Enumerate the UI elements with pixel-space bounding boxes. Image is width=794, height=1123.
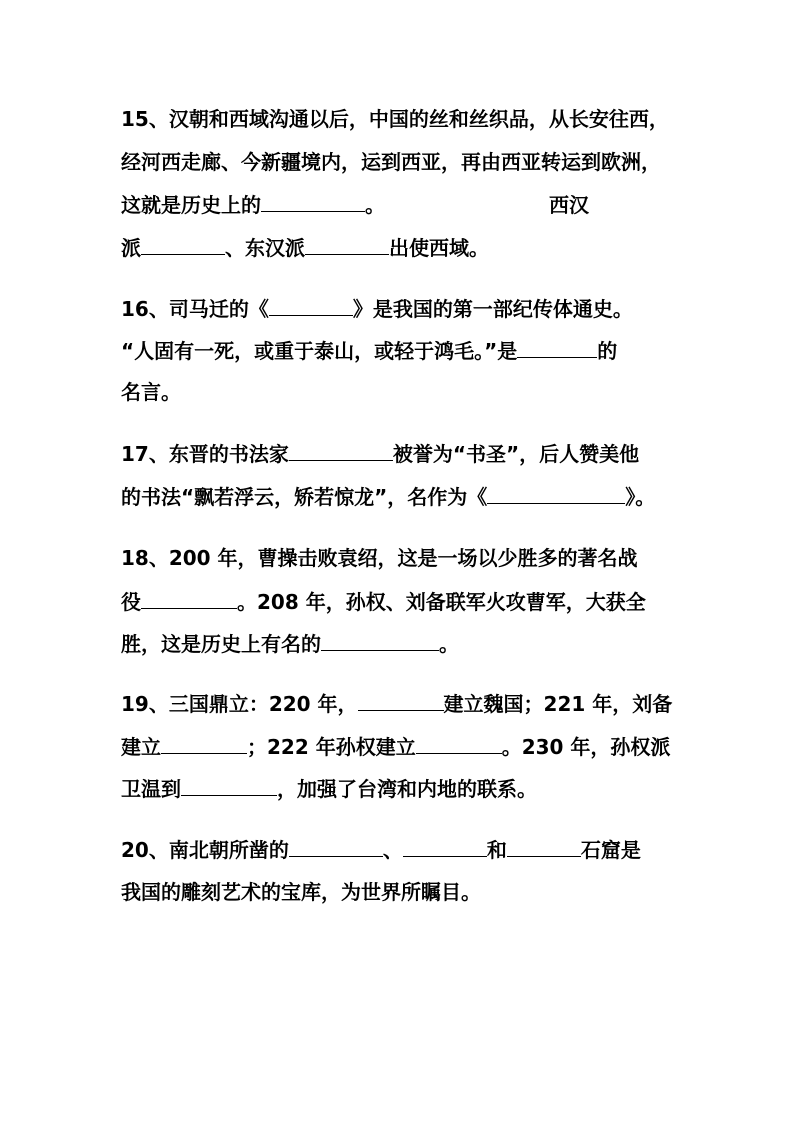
q18-line-2 xyxy=(121,588,646,614)
answer-blank-masterpiece[interactable] xyxy=(487,483,625,504)
answer-blank-wei-founder[interactable] xyxy=(358,690,444,711)
q19-text: 卫温到 xyxy=(121,777,181,801)
q16-text: “人固有一死，或重于泰山，或轻于鸿毛。”是 xyxy=(121,339,518,363)
q20-text: 和 xyxy=(486,838,507,862)
q15-text: 经河西走廊、今新疆境内，运到西亚，再由西亚转运到欧洲， xyxy=(121,150,661,174)
q20-text: 石窟是 xyxy=(580,838,641,862)
q19-line-2 xyxy=(121,733,670,759)
q18-text: 胜，这是历史上有名的 xyxy=(121,632,321,656)
answer-blank-eastern-han-envoy[interactable] xyxy=(305,234,389,255)
q18-line-1 xyxy=(121,545,638,571)
q19-text: 19、三国鼎立：220 年， xyxy=(121,692,358,716)
q17-line-2 xyxy=(121,483,655,509)
q15-line-3 xyxy=(121,191,589,217)
q15-line-1 xyxy=(121,106,669,132)
q19-text: 。230 年，孙权派 xyxy=(501,735,671,759)
q15-text: 这就是历史上的 xyxy=(121,193,261,217)
q17-text: 被誉为“书圣”，后人赞美他 xyxy=(392,442,640,466)
answer-blank-grotto-3[interactable] xyxy=(507,836,581,857)
q20-line-2 xyxy=(121,879,481,905)
answer-blank-grotto-1[interactable] xyxy=(289,836,383,857)
q16-line-1 xyxy=(121,295,633,321)
answer-blank-shu-state[interactable] xyxy=(161,733,247,754)
answer-blank-battle-guandu[interactable] xyxy=(141,588,237,609)
answer-blank-grotto-2[interactable] xyxy=(403,836,487,857)
q17-text: 的书法“飘若浮云，矫若惊龙”，名作为《 xyxy=(121,485,488,509)
answer-blank-yizhou[interactable] xyxy=(181,775,277,796)
q15-text: 。 xyxy=(365,193,385,217)
q15-line-4 xyxy=(121,234,489,260)
q16-text: 》是我国的第一部纪传体通史。 xyxy=(352,297,633,321)
q19-text: 建立 xyxy=(121,735,161,759)
q15-text: 15、汉朝和西域沟通以后，中国的丝和丝织品，从长安往西， xyxy=(121,107,669,131)
answer-blank-calligrapher[interactable] xyxy=(289,440,393,461)
q15-text: 西汉 xyxy=(549,193,589,217)
q17-line-1 xyxy=(121,440,639,466)
q15-text: 、东汉派 xyxy=(225,236,305,260)
q15-line-2 xyxy=(121,149,661,175)
q17-text: 》。 xyxy=(625,485,656,509)
q16-line-3 xyxy=(121,379,181,405)
answer-blank-quote-author[interactable] xyxy=(517,337,597,358)
q18-text: 18、200 年，曹操击败袁绍，这是一场以少胜多的著名战 xyxy=(121,546,638,570)
q18-text: 。208 年，孙权、刘备联军火攻曹军，大获全 xyxy=(237,590,646,614)
q20-text: 我国的雕刻艺术的宝库，为世界所瞩目。 xyxy=(121,880,481,904)
q16-text: 名言。 xyxy=(121,380,181,404)
q16-text: 16、司马迁的《 xyxy=(121,297,269,321)
q19-text: ，加强了台湾和内地的联系。 xyxy=(277,777,537,801)
answer-blank-western-han-envoy[interactable] xyxy=(141,234,225,255)
q16-line-2 xyxy=(121,337,617,363)
q17-text: 17、东晋的书法家 xyxy=(121,442,289,466)
q19-line-3 xyxy=(121,775,537,801)
q16-text: 的 xyxy=(597,339,618,363)
q15-text: 出使西域。 xyxy=(389,236,489,260)
q18-text: 役 xyxy=(121,590,141,614)
q19-text: 建立魏国；221 年，刘备 xyxy=(443,692,673,716)
q18-line-3 xyxy=(121,630,459,656)
answer-blank-silk-road[interactable] xyxy=(261,191,365,212)
q20-text: 20、南北朝所凿的 xyxy=(121,838,289,862)
q20-text: 、 xyxy=(382,838,403,862)
answer-blank-battle-chibi[interactable] xyxy=(321,630,439,651)
answer-blank-wu-state[interactable] xyxy=(416,733,502,754)
q19-line-1 xyxy=(121,690,672,716)
q18-text: 。 xyxy=(439,632,459,656)
q19-text: ；222 年孙权建立 xyxy=(247,735,416,759)
q20-line-1 xyxy=(121,836,641,862)
q15-text: 派 xyxy=(121,236,141,260)
answer-blank-book-title[interactable] xyxy=(269,295,353,316)
